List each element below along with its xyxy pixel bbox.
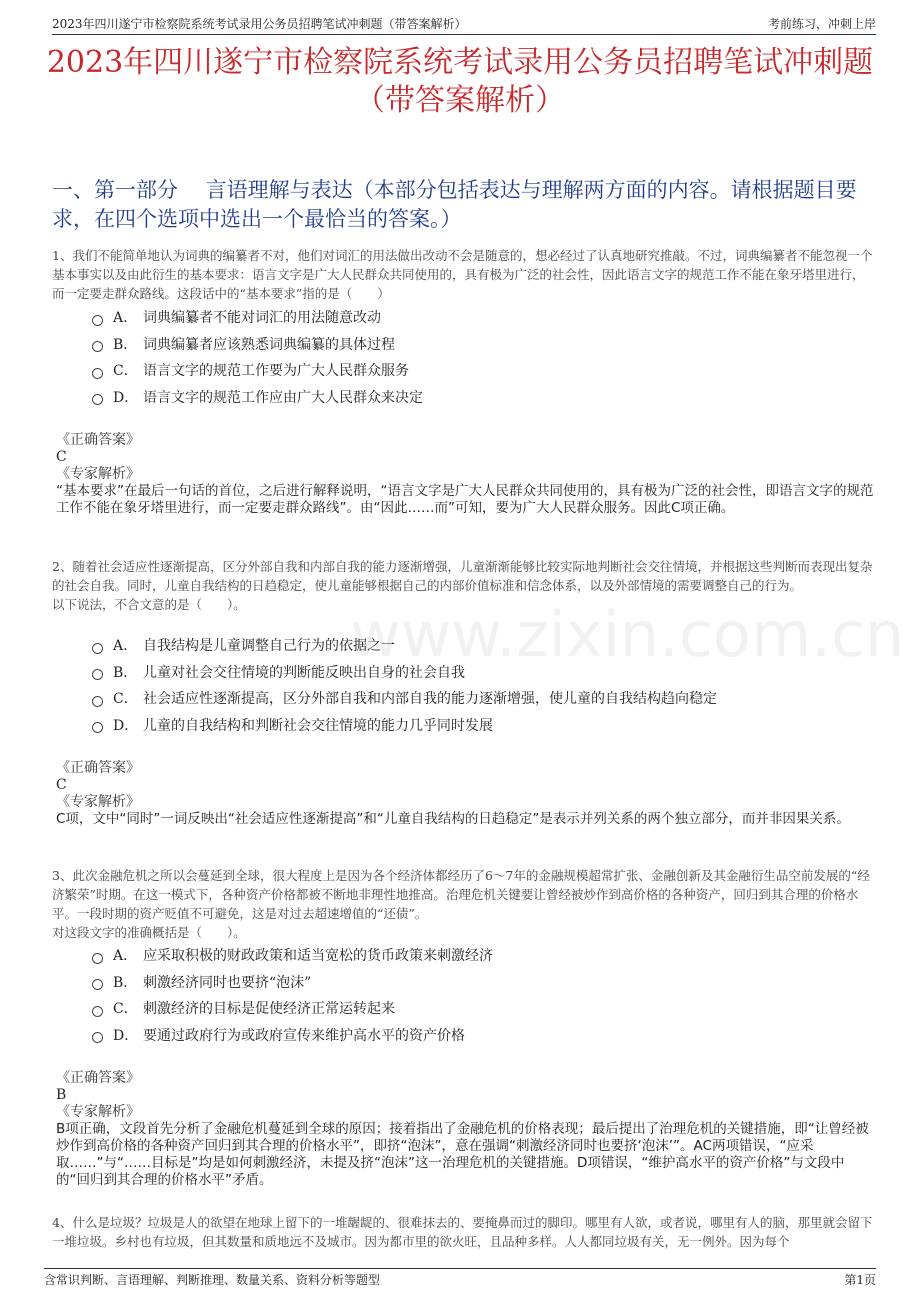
radio-icon[interactable]	[92, 953, 103, 964]
section-heading: 一、第一部分 言语理解与表达（本部分包括表达与理解两方面的内容。请根据题目要求，在四个选项中选出一个最恰当的答案。）	[52, 178, 857, 231]
option-text: 要通过政府行为或政府宣传来维护高水平的资产价格	[143, 1027, 465, 1044]
radio-icon[interactable]	[92, 1006, 103, 1017]
analysis-label: 《专家解析》	[56, 794, 140, 810]
radio-icon[interactable]	[92, 643, 103, 654]
question-1-stem: 1、我们不能简单地认为词典的编纂者不对，他们对词汇的用法做出改动不会是随意的，想必经过了认真地研究推敲。不过，词典编纂者不能忽视一个基本事实以及由此衍生的基本要求：语言文字是广大人民群众共同使用的，具有极为广泛的社会性，因此语言文字的规范工作不能在象牙塔里进行，而一定要走群众路线。这段话中的“基本要求”指的是（ ）	[52, 248, 873, 301]
option-b[interactable]: B． 刺激经济同时也要挤“泡沫”	[92, 969, 876, 996]
answer-value: B	[56, 1087, 67, 1103]
radio-icon[interactable]	[92, 368, 103, 379]
question-2-options	[92, 632, 876, 738]
radio-icon[interactable]	[92, 341, 103, 352]
option-d[interactable]: D． 语言文字的规范工作应由广大人民群众来决定	[92, 384, 876, 411]
question-2-answer	[56, 760, 876, 828]
option-text: 儿童的自我结构和判断社会交往情境的能力几乎同时发展	[143, 717, 493, 734]
option-text: 词典编纂者不能对词汇的用法随意改动	[143, 310, 381, 327]
option-a[interactable]: A． 自我结构是儿童调整自己行为的依据之一	[92, 632, 876, 659]
footer-note: 含常识判断、言语理解、判断推理、数量关系、资料分析等题型	[44, 1273, 381, 1287]
option-text: 语言文字的规范工作应由广大人民群众来决定	[143, 389, 423, 406]
option-text: 应采取积极的财政政策和适当宽松的货币政策来刺激经济	[143, 948, 493, 965]
option-text: 词典编纂者应该熟悉词典编纂的具体过程	[143, 336, 395, 353]
option-b[interactable]: B． 儿童对社会交往情境的判断能反映出自身的社会自我	[92, 659, 876, 686]
question-3-passage: 3、此次金融危机之所以会蔓延到全球，很大程度上是因为各个经济体都经历了6～7年的金融规模超常扩张、金融创新及其金融衍生品空前发展的“经济繁荣”时期。在这一模式下，各种资产价格都被不断地非理性地推高。治理危机关键要让曾经被炒作到高价格的各种资产，回归到其合理的价格水平。一段时期的资产贬值不可避免，这是对过去超速增值的“还债”。	[52, 868, 870, 921]
question-2-stem	[52, 557, 876, 614]
option-c[interactable]: C． 刺激经济的目标是促使经济正常运转起来	[92, 995, 876, 1022]
option-d[interactable]: D． 儿童的自我结构和判断社会交往情境的能力几乎同时发展	[92, 712, 876, 739]
question-3-prompt: 对这段文字的准确概括是（ ）。	[52, 925, 246, 940]
radio-icon[interactable]	[92, 1032, 103, 1043]
question-2-passage: 2、随着社会适应性逐渐提高，区分外部自我和内部自我的能力逐渐增强，儿童渐渐能够比较实际地判断社会交往情境，并根据这些判断而表现出复杂的社会自我。同时，儿童自我结构的日趋稳定，使儿童能够根据自己的内部价值标准和信念体系，以及外部情境的需要调整自己的行为。	[52, 559, 873, 593]
document-title-line2: （带答案解析）	[355, 83, 565, 118]
option-a[interactable]: A． 应采取积极的财政政策和适当宽松的货币政策来刺激经济	[92, 942, 876, 969]
analysis-text: C项，文中“同时”一词反映出“社会适应性逐渐提高”和“儿童自我结构的日趋稳定”是表示并列关系的两个独立部分，而并非因果关系。	[56, 811, 850, 827]
option-a[interactable]: A． 词典编纂者不能对词汇的用法随意改动	[92, 304, 876, 331]
option-c[interactable]: C． 社会适应性逐渐提高，区分外部自我和内部自我的能力逐渐增强，使儿童的自我结构趋向稳定	[92, 685, 876, 712]
watermark: www.zixin.com.cn	[350, 598, 905, 671]
option-b[interactable]: B． 词典编纂者应该熟悉词典编纂的具体过程	[92, 331, 876, 358]
option-d[interactable]: D． 要通过政府行为或政府宣传来维护高水平的资产价格	[92, 1022, 876, 1049]
question-2-prompt: 以下说法，不合文意的是（ ）。	[52, 597, 246, 612]
option-text: 语言文字的规范工作要为广大人民群众服务	[143, 363, 409, 380]
page-number: 第1页	[844, 1273, 876, 1287]
radio-icon[interactable]	[92, 979, 103, 990]
answer-label: 《正确答案》	[56, 760, 140, 776]
radio-icon[interactable]	[92, 722, 103, 733]
answer-value: C	[56, 777, 67, 793]
question-3-answer	[56, 1070, 876, 1189]
answer-value: C	[56, 449, 67, 465]
question-1-answer	[56, 432, 876, 517]
analysis-text: “基本要求”在最后一句话的首位，之后进行解释说明，“语言文字是广大人民群众共同使用的，具有极为广泛的社会性，即语言文字的规范工作不能在象牙塔里进行，而一定要走群众路线”。由“因此……而”可知，要为广大人民群众服务。因此C项正确。	[56, 483, 874, 516]
question-4-stem: 4、什么是垃圾？垃圾是人的欲望在地球上留下的一堆龌龊的、很难抹去的、要掩鼻而过的脚印。哪里有人欲，或者说，哪里有人的脑，那里就会留下一堆垃圾。乡村也有垃圾，但其数量和质地远不及城市。因为都市里的欲火旺，且品种多样。人人都同垃圾有关，无一例外。因为每个	[52, 1215, 873, 1249]
option-c[interactable]: C． 语言文字的规范工作要为广大人民群众服务	[92, 357, 876, 384]
header-title: 2023年四川遂宁市检察院系统考试录用公务员招聘笔试冲刺题（带答案解析）	[52, 17, 467, 31]
header-slogan: 考前练习，冲刺上岸	[767, 17, 876, 31]
answer-label: 《正确答案》	[56, 432, 140, 448]
page-footer	[44, 1268, 876, 1288]
page-header	[52, 12, 876, 35]
question-3-options	[92, 942, 876, 1048]
document-title	[40, 44, 880, 120]
analysis-text: B项正确，文段首先分析了金融危机蔓延到全球的原因；接着指出了金融危机的价格表现；最后提出了治理危机的关键措施，即“让曾经被炒作到高价格的各种资产回归到其合理的价格水平”，即挤“泡沫”，意在强调“刺激经济同时也要挤‘泡沫’”。AC两项错误，“应采取……”与“……目标是”均是如何刺激经济，未提及挤“泡沫”这一治理危机的关键措施。D项错误，“维护高水平的资产价格”与文段中的“回归到其合理的价格水平”矛盾。	[56, 1121, 869, 1188]
answer-label: 《正确答案》	[56, 1070, 140, 1086]
option-text: 自我结构是儿童调整自己行为的依据之一	[143, 638, 395, 655]
question-3-stem	[52, 866, 876, 942]
analysis-label: 《专家解析》	[56, 466, 140, 482]
option-text: 儿童对社会交往情境的判断能反映出自身的社会自我	[143, 664, 465, 681]
question-1-options	[92, 304, 876, 410]
radio-icon[interactable]	[92, 394, 103, 405]
radio-icon[interactable]	[92, 669, 103, 680]
analysis-label: 《专家解析》	[56, 1104, 140, 1120]
radio-icon[interactable]	[92, 696, 103, 707]
document-title-line1: 2023年四川遂宁市检察院系统考试录用公务员招聘笔试冲刺题	[46, 45, 874, 80]
radio-icon[interactable]	[92, 315, 103, 326]
option-text: 刺激经济的目标是促使经济正常运转起来	[143, 1001, 395, 1018]
option-text: 刺激经济同时也要挤“泡沫”	[143, 974, 312, 991]
option-text: 社会适应性逐渐提高，区分外部自我和内部自我的能力逐渐增强，使儿童的自我结构趋向稳定	[143, 691, 717, 708]
